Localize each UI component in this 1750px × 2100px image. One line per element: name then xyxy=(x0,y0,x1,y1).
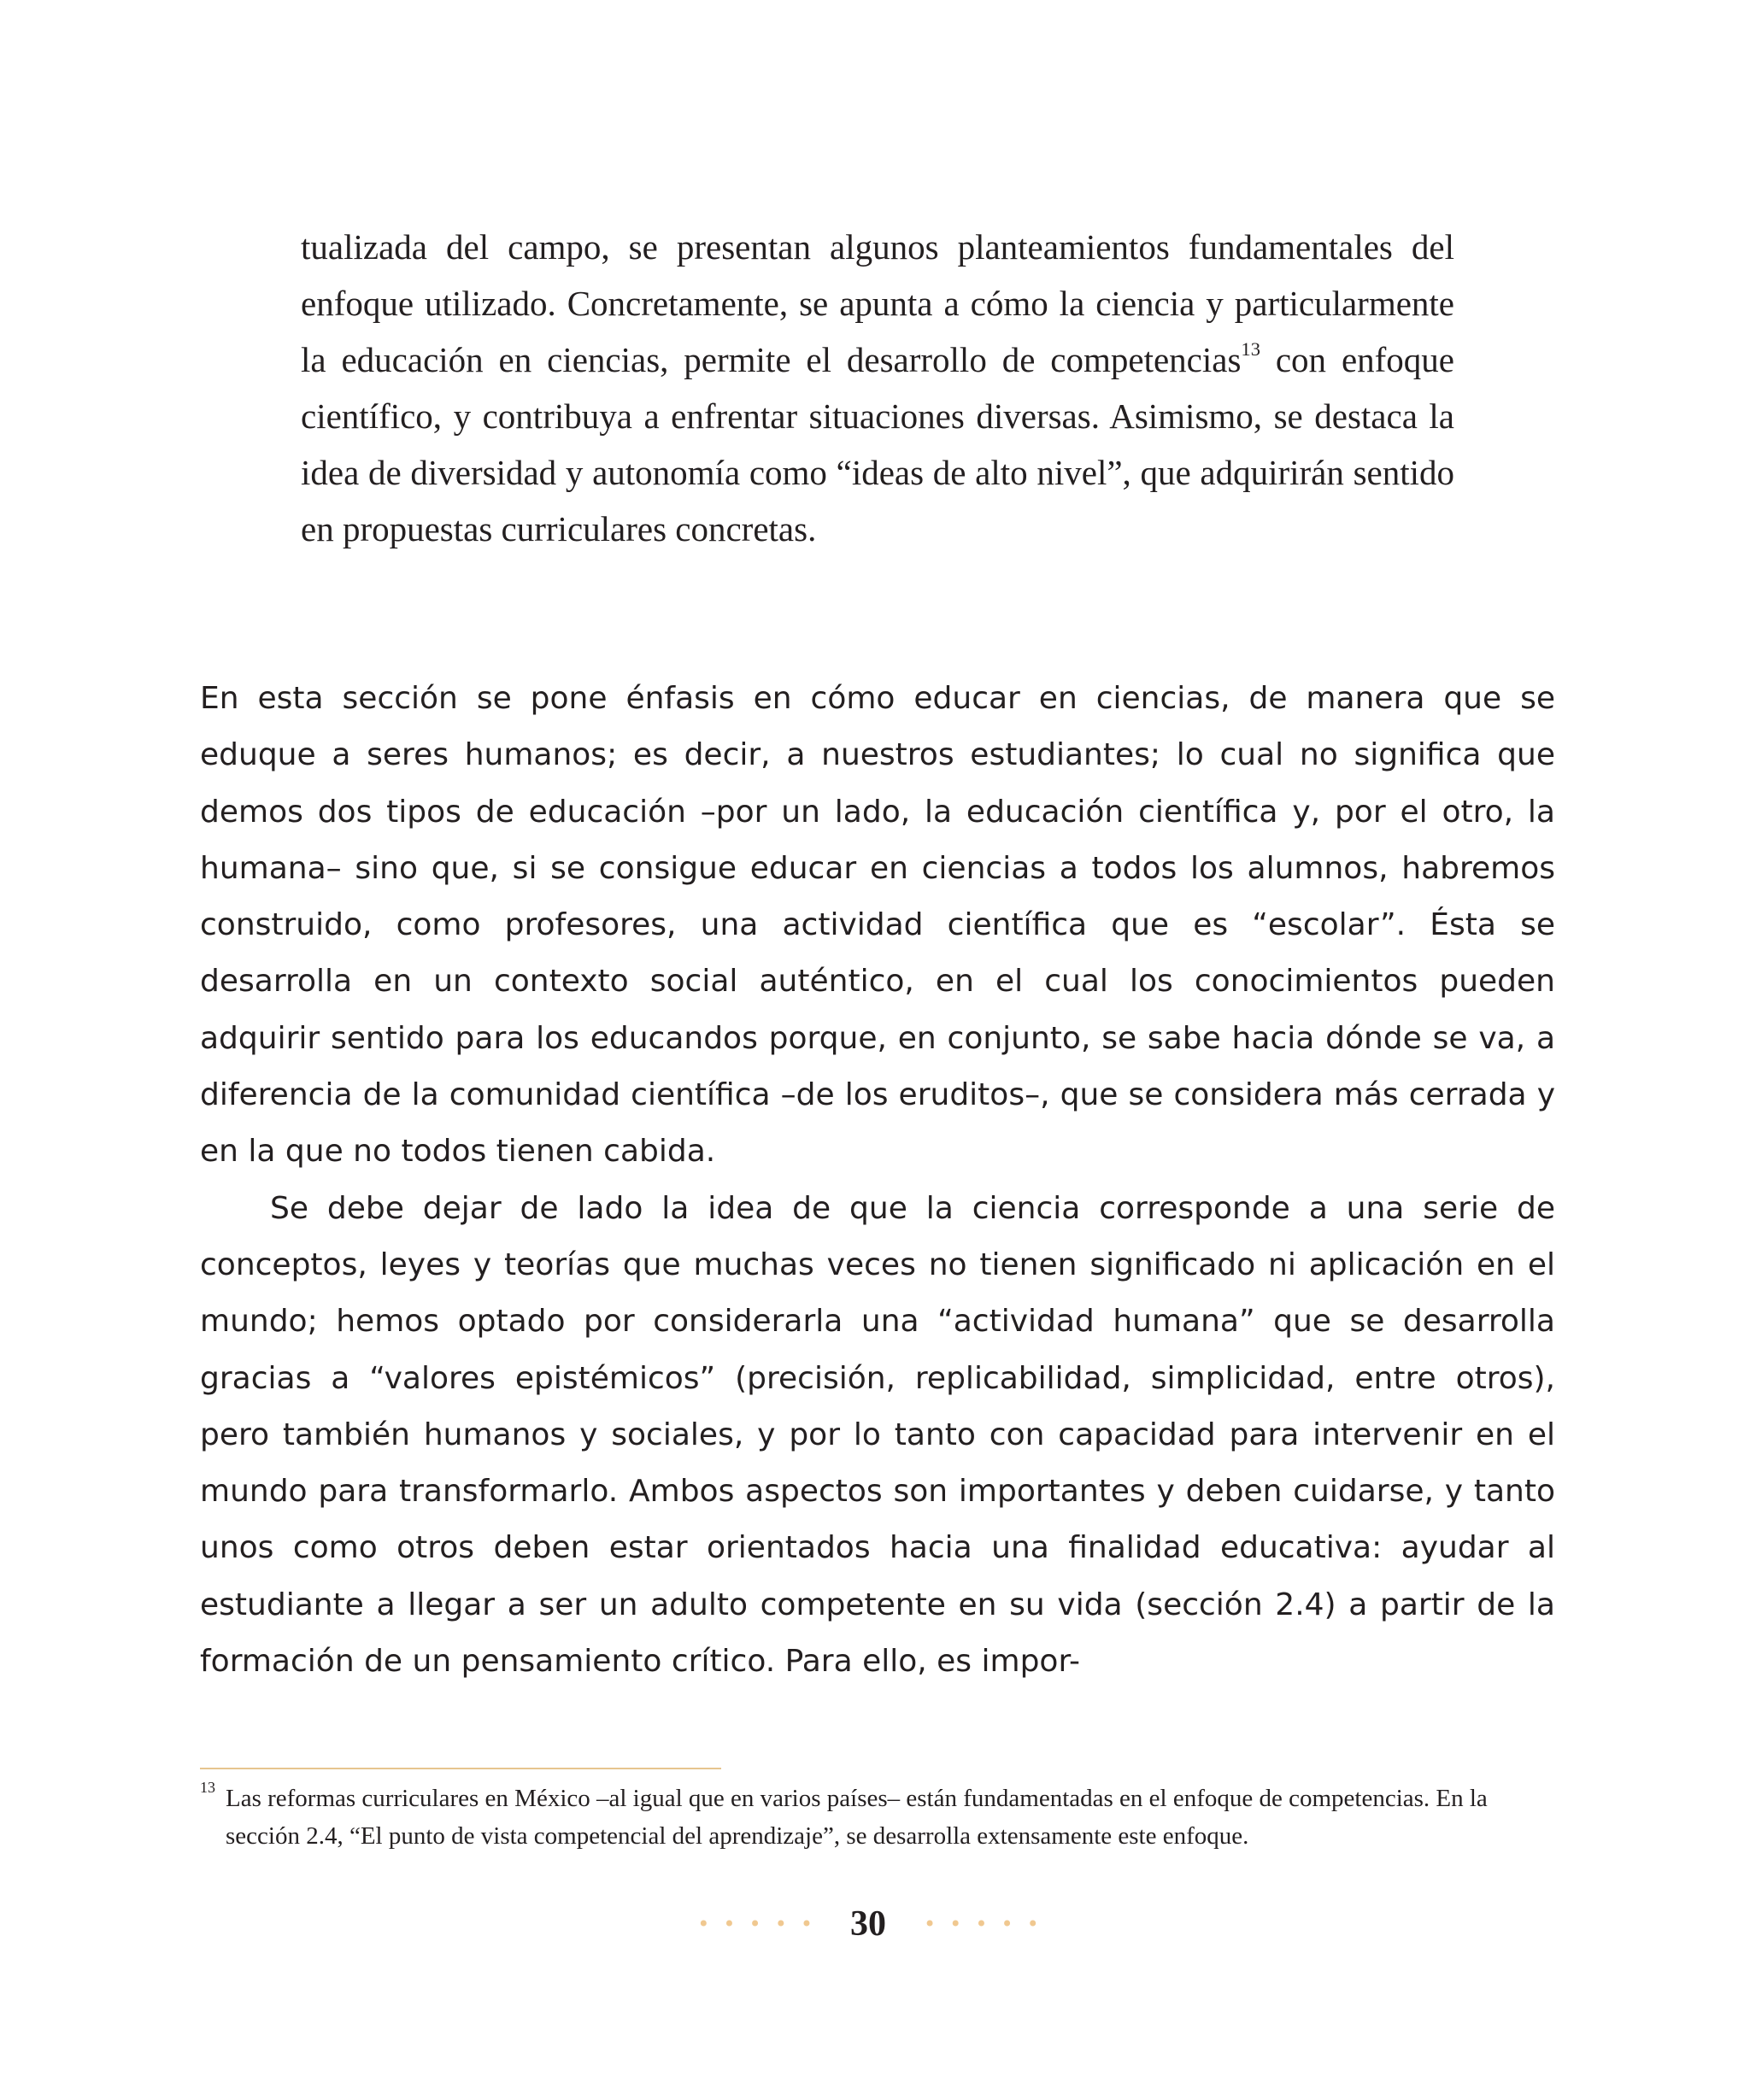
page-number: 30 xyxy=(850,1904,886,1944)
page-footer xyxy=(0,1903,1750,1945)
decorative-dots-left: ••••• xyxy=(697,1912,826,1936)
footnote-number: 13 xyxy=(200,1779,215,1796)
body-paragraph-1: En esta sección se pone énfasis en cómo educar en ciencias, de manera que se eduque a seres humanos; es decir, a nuestros estudiantes; lo cual no significa que demos dos tipos de educación –por un lado, la educación científica y, por el otro, la humana– sino que, si se consigue educar en ciencias a todos los alumnos, habremos construido, como profesores, una actividad científica que es “escolar”. Ésta se desarrolla en un contexto social auténtico, en el cual los conocimientos pueden adquirir sentido para los educandos porque, en conjunto, se sabe hacia dónde se va, a diferencia de la comunidad científica –de los eruditos–, que se considera más cerrada y en la que no todos tienen cabida. xyxy=(200,681,1555,1170)
decorative-dots-right: ••••• xyxy=(924,1912,1053,1936)
intro-text-part-1: tualizada del campo, se presentan algunos planteamientos fundamentales del enfoque utilizado. Concretamente, se apunta a cómo la ciencia y particularmente la educación en ciencias, permite el desarrollo de competencias xyxy=(301,227,1454,379)
footnote-text: Las reformas curriculares en México –al igual que en varios países– están fundamentadas en el enfoque de competencias. En la sección 2.4, “El punto de vista competencial del aprendizaje”, se desarrolla extensamente este enfoque. xyxy=(226,1785,1488,1850)
footnote-reference[interactable]: 13 xyxy=(1241,337,1260,360)
intro-paragraph xyxy=(301,219,1454,557)
body-text xyxy=(200,671,1555,1690)
footnote xyxy=(200,1780,1559,1855)
footnote-divider xyxy=(200,1768,721,1769)
body-paragraph-2: Se debe dejar de lado la idea de que la ciencia corresponde a una serie de conceptos, leyes y teorías que muchas veces no tienen significado ni aplicación en el mundo; hemos optado por considerarla una “actividad humana” que se desarrolla gracias a “valores epistémicos” (precisión, replicabilidad, simplicidad, entre otros), pero también humanos y sociales, y por lo tanto con capacidad para intervenir en el mundo para transformarlo. Ambos aspectos son importantes y deben cuidarse, y tanto unos como otros deben estar orientados hacia una finalidad educativa: ayudar al estudiante a llegar a ser un adulto competente en su vida (sección 2.4) a partir de la formación de un pensamiento crítico. Para ello, es impor- xyxy=(200,1190,1555,1680)
intro-text-part-2: con enfoque científico, y contribuya a enfrentar situaciones diversas. Asimismo, se destaca la idea de diversidad y autonomía como “ideas de alto nivel”, que adquirirán sentido en propuestas curriculares concretas. xyxy=(301,340,1454,548)
